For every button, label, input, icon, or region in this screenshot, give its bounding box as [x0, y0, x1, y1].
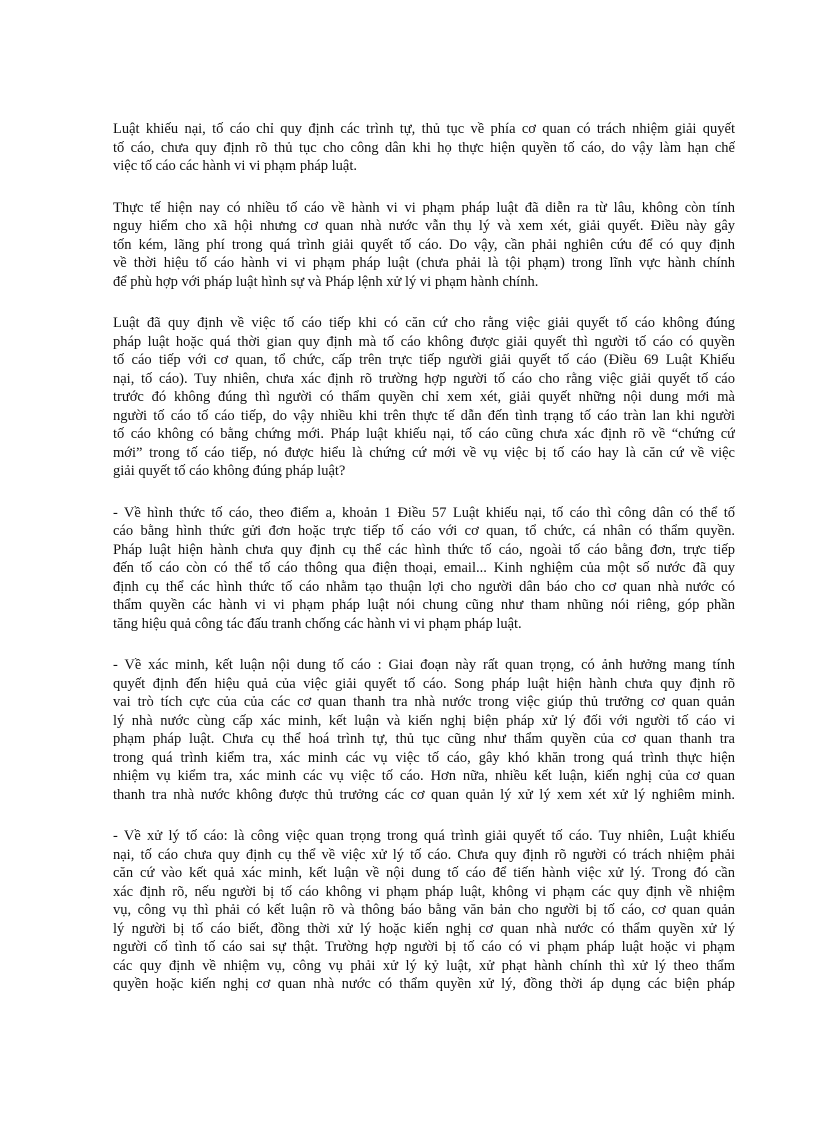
paragraph [113, 199, 735, 292]
text-line: trước đó không đúng thì người có thẩm quyền chỉ xem xét, giải quyết những nội dung mới mà [113, 389, 735, 405]
text-line: - Về hình thức tố cáo, theo điểm a, khoản 1 Điều 57 Luật khiếu nại, tố cáo thì công dân có thể tố [113, 504, 735, 521]
text-line: lý người bị tố cáo biết, đồng thời xử lý hoặc kiến nghị cơ quan nhà nước có thẩm quyền xử lý [113, 920, 735, 937]
text-line: về thời hiệu tố cáo hành vi vi phạm pháp luật (chưa phải là tội phạm) trong lĩnh vực hành chính [113, 255, 735, 271]
text-line: xác định rõ, nếu người bị tố cáo không vi phạm pháp luật, không vi phạm các quy định về nhiệm [113, 883, 735, 900]
text-line: nại, tố cáo chưa quy định cụ thể về việc xử lý tố cáo. Chưa quy định rõ người có trách nhiệm phải [113, 846, 735, 863]
text-line: người cố tình tố cáo sai sự thật. Trường hợp người bị tố cáo có vi phạm pháp luật hoặc vi phạm [113, 939, 735, 955]
text-line: giải quyết tố cáo không đúng pháp luật? [113, 463, 346, 479]
text-line: phạm pháp luật. Chưa cụ thể hoá trình tự, thủ tục cũng như thẩm quyền của cơ quan thanh tra [113, 731, 735, 747]
text-line: căn cứ vào kết quả xác minh, kết luận về nội dung tố cáo để tiến hành việc xử lý. Trong đó cần [113, 865, 735, 881]
text-line: vai trò tích cực của của các cơ quan thanh tra nhà nước trong việc giúp thủ trưởng cơ quan quản [113, 694, 735, 710]
text-line: Luật đã quy định về việc tố cáo tiếp khi có căn cứ cho rằng việc giải quyết tố cáo không đúng [113, 315, 735, 331]
text-line: - Về xử lý tố cáo: là công việc quan trọng trong quá trình giải quyết tố cáo. Tuy nhiên, Luật khiếu [113, 828, 735, 844]
text-line: định cụ thể các hình thức tố cáo nhằm tạo thuận lợi cho người dân báo cho cơ quan nhà nước có [113, 578, 735, 595]
text-line: người tố cáo tố cáo tiếp, do vậy nhiều khi trên thực tế dẫn đến tình trạng tố cáo tràn lan khi người [113, 407, 735, 424]
text-line: nại, tố cáo). Tuy nhiên, chưa xác định rõ trường hợp người tố cáo cho rằng việc giải quyết tố cáo [113, 370, 735, 387]
text-line: tốn kém, lãng phí trong quá trình giải quyết tố cáo. Do vậy, cần phải nghiên cứu để có quy định [113, 236, 735, 253]
text-line: vụ, công vụ thì phải có kết luận rõ và thông báo bằng văn bản cho người bị tố cáo, cơ quan quản [113, 902, 735, 918]
paragraph [113, 314, 735, 481]
text-line: tố cáo, chưa quy định rõ thủ tục cho công dân khi họ thực hiện quyền tố cáo, do vậy làm hạn chế [113, 139, 735, 156]
text-line: thẩm quyền các hành vi vi phạm pháp luật nói chung cũng như tham nhũng nói riêng, góp phần [113, 597, 735, 613]
document-page [113, 120, 735, 1017]
text-line: - Về xác minh, kết luận nội dung tố cáo : Giai đoạn này rất quan trọng, có ảnh hưởng mang tính [113, 657, 735, 673]
text-line: đến tố cáo còn có thể tố cáo thông qua điện thoại, email... Kinh nghiệm của một số nước đã quy [113, 560, 735, 576]
text-line: Thực tế hiện nay có nhiều tố cáo về hành vi vi phạm pháp luật đã diễn ra từ lâu, không còn tính [113, 199, 735, 216]
text-line: tăng hiệu quả công tác đấu tranh chống các hành vi vi phạm pháp luật. [113, 615, 522, 632]
text-line: cáo bằng hình thức gửi đơn hoặc trực tiếp tố cáo với cơ quan, tổ chức, cá nhân có thẩm quyền. [113, 523, 735, 539]
text-line: pháp luật hoặc quá thời gian quy định mà tố cáo không được giải quyết thì người tố cáo có quyền [113, 333, 735, 350]
text-line: việc tố cáo các hành vi vi phạm pháp luật. [113, 158, 357, 174]
text-line: quyết định đến hiệu quả của việc giải quyết tố cáo. Song pháp luật hiện hành chưa quy định rõ [113, 675, 735, 692]
text-line: quyền hoặc kiến nghị cơ quan nhà nước có thẩm quyền xử lý, đồng thời áp dụng các biện pháp [113, 976, 735, 992]
paragraph [113, 656, 735, 804]
paragraph [113, 120, 735, 176]
text-line: để phù hợp với pháp luật hình sự và Pháp lệnh xử lý vi phạm hành chính. [113, 273, 539, 290]
text-line: tố cáo tiếp với cơ quan, tổ chức, cấp trên trực tiếp người giải quyết tố cáo (Điều 69 Luật Khiếu [113, 352, 735, 368]
text-line: trong quá trình kiểm tra, xác minh các vụ việc tố cáo, gây khó khăn trong quá trình thực hiện [113, 749, 735, 766]
text-line: Luật khiếu nại, tố cáo chỉ quy định các trình tự, thủ tục về phía cơ quan có trách nhiệm giải quyết [113, 121, 735, 137]
text-line: lý nhà nước cùng cấp xác minh, kết luận và kiến nghị biện pháp xử lý đối với người tố cáo vi [113, 712, 735, 729]
text-line: nguy hiểm cho xã hội nhưng cơ quan nhà nước vẫn thụ lý và xem xét, giải quyết. Điều này gây [113, 218, 735, 234]
text-line: mới” trong tố cáo tiếp, nó được hiểu là chứng cứ mới về vụ việc bị tố cáo hay là căn cứ về việc [113, 444, 735, 461]
text-line: nhiệm vụ kiểm tra, xác minh các vụ việc tố cáo. Hơn nữa, nhiều kết luận, kiến nghị của cơ quan [113, 768, 735, 784]
text-line: thanh tra nhà nước không được thủ trưởng các cơ quan quản lý xử lý xem xét xử lý nghiêm minh. [113, 786, 735, 803]
text-line: các quy định về nhiệm vụ, công vụ phải xử lý kỷ luật, xử phạt hành chính thì xử lý theo thẩm [113, 957, 735, 974]
paragraph [113, 827, 735, 994]
text-line: Pháp luật hiện hành chưa quy định cụ thể các hình thức tố cáo, ngoài tố cáo bằng đơn, trực tiếp [113, 541, 735, 558]
text-line: tố cáo không có bằng chứng mới. Pháp luật khiếu nại, tố cáo cũng chưa xác định rõ về “chứng cứ [113, 426, 735, 442]
paragraph [113, 504, 735, 634]
